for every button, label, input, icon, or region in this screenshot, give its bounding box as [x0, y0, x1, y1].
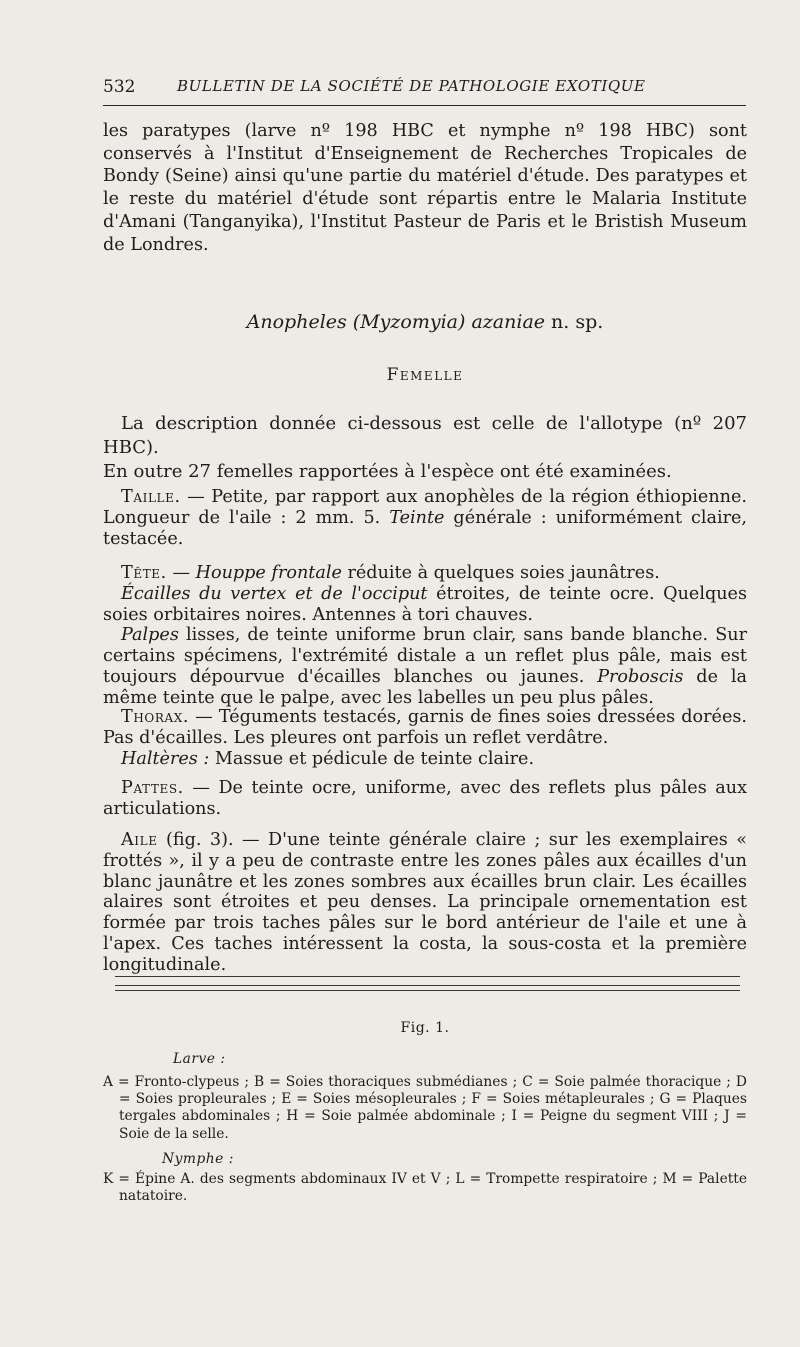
tete-label: Tête. [121, 563, 167, 583]
tete-italic3: Palpes [121, 625, 179, 646]
tete-italic4: Proboscis [597, 666, 684, 687]
pattes-section [103, 778, 747, 820]
thorax-text1: — Téguments testacés, garnis de fines soies dressées dorées. Pas d'écailles. Les pleures ont parfois un reflet verdâtre. [103, 707, 747, 748]
aile-paragraph [103, 830, 747, 976]
taille-paragraph [103, 487, 747, 549]
running-title: BULLETIN DE LA SOCIÉTÉ DE PATHOLOGIE EXOTIQUE [177, 77, 646, 95]
larve-label: Larve : [173, 1051, 226, 1067]
tete-text3: lisses, de teinte uniforme brun clair, sans bande blanche. Sur certains spécimens, l'extrémité distale a un reflet plus pâle, mais est toujours dépourvue d'écailles blanches ou jaunes. [103, 625, 747, 687]
tete-section [103, 563, 747, 709]
sex-heading: Femelle [386, 365, 464, 385]
aile-text: (fig. 3). — D'une teinte générale claire ; sur les exemplaires « frottés », il y a peu de contraste entre les zones pâles aux écailles d'un blanc jaunâtre et les zones sombres aux écailles brun clair. Les écailles alaires sont étroites et peu denses. La principale ornementation est formée par trois taches pâles sur le bord antérieur de l'aile et une à l'apex. Ces taches intéressent la costa, la sous-costa et la première longitudinale. [103, 830, 747, 975]
figure-title: Fig. 1. [400, 1020, 450, 1036]
tete-text4: de la même teinte que le palpe, avec les labelles un peu plus pâles. [103, 666, 747, 708]
description-intro-line2: En outre 27 femelles rapportées à l'espèce ont été examinées. [103, 461, 672, 482]
larve-legend-text: A = Fronto-clypeus ; B = Soies thoraciques submédianes ; C = Soie palmée thoracique ; D = Soies propleurales ; E = Soies mésopleurales ; F = Soies métapleurales ; G = Plaques tergales abdominales ; H = Soie palmée abdominale ; I = Peigne du segment VIII ; J = Soie de la selle. [103, 1074, 747, 1142]
thorax-text2: Massue et pédicule de teinte claire. [209, 748, 535, 769]
section-rule-bottom [115, 990, 740, 991]
aile-label: Aile [121, 830, 158, 850]
tete-text1: réduite à quelques soies jaunâtres. [341, 563, 660, 583]
thorax-paragraph-2 [103, 749, 747, 770]
thorax-paragraph-1 [103, 707, 747, 749]
page-header [103, 77, 745, 103]
tete-italic2: Écailles du vertex et de l'occiput [121, 583, 428, 604]
tete-paragraph-1 [103, 563, 747, 584]
nymphe-legend-text: K = Épine A. des segments abdominaux IV et V ; L = Trompette respiratoire ; M = Palette natatoire. [103, 1171, 747, 1205]
taille-label: Taille. [121, 487, 181, 507]
pattes-label: Pattes. [121, 778, 184, 798]
intro-paragraph-block [103, 120, 747, 256]
taille-italic: Teinte [389, 507, 445, 528]
pattes-text: — De teinte ocre, uniforme, avec des reflets plus pâles aux articulations. [103, 778, 747, 819]
tete-dash: — [166, 563, 196, 583]
larve-legend [103, 1074, 747, 1143]
aile-section [103, 830, 747, 976]
species-name: Anopheles (Myzomyia) azaniae [246, 311, 546, 333]
taille-text1: — Petite, par rapport aux anophèles de la région éthiopienne. Longueur de l'aile : 2 mm. 5. [103, 487, 747, 528]
thorax-label: Thorax. [121, 707, 190, 727]
pattes-paragraph [103, 778, 747, 820]
header-rule [103, 105, 746, 106]
tete-paragraph-2 [103, 584, 747, 626]
tete-italic1: Houppe frontale [195, 563, 342, 583]
description-intro-line1: La description donnée ci-dessous est celle de l'allotype (nº 207 HBC). [103, 413, 747, 458]
description-intro [103, 412, 747, 484]
species-suffix: n. sp. [545, 311, 604, 333]
taille-section [103, 487, 747, 549]
section-rule-mid [115, 985, 740, 986]
tete-text2: étroites, de teinte ocre. Quelques soies orbitaires noires. Antennes à tori chauves. [103, 583, 747, 625]
section-rule-top [115, 976, 740, 977]
species-heading [103, 311, 747, 333]
thorax-section [103, 707, 747, 769]
page-number: 532 [103, 77, 136, 97]
taille-text2: générale : uniformément claire, testacée. [103, 507, 747, 549]
thorax-italic: Haltères : [121, 748, 210, 769]
nymphe-legend [103, 1171, 747, 1205]
tete-paragraph-3 [103, 625, 747, 708]
nymphe-label: Nymphe : [162, 1151, 234, 1167]
intro-paragraph: les paratypes (larve nº 198 HBC et nymphe nº 198 HBC) sont conservés à l'Institut d'Enseignement de Recherches Tropicales de Bondy (Seine) ainsi qu'une partie du matériel d'étude. Des paratypes et le reste du matériel d'étude sont répartis entre le Malaria Institute d'Amani (Tanganyika), l'Institut Pasteur de Paris et le Bristish Museum de Londres. [103, 121, 747, 255]
